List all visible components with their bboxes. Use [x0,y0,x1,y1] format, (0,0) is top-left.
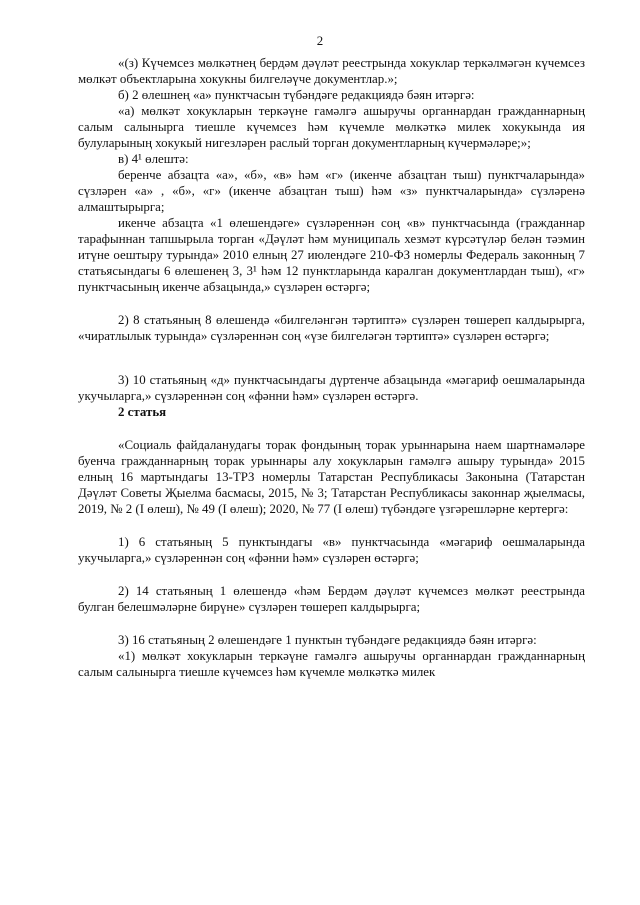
article-heading: 2 статья [118,405,167,419]
document-body [78,55,585,680]
paragraph: б) 2 өлешнең «а» пунктчасын түбәндәге редакциядә бәян итәргә: [118,88,475,102]
paragraph: в) 4¹ өлештә: [118,152,189,166]
paragraph: «1) мөлкәт хокукларын теркәүне гамәлгә ашыручы органнардан гражданнарның салым салынырга тиешле күчемсез һәм күчемле мөлкәткә милек [78,649,585,679]
paragraph: беренче абзацта «а», «б», «в» һәм «г» (икенче абзацтан тыш) пунктчаларында» сүзләрен «а» , «б», «г» (икенче абзацтан тыш) һәм «з» пунктчаларында» сүзләренә алмаштырырга; [78,168,585,214]
paragraph: 1) 6 статьяның 5 пунктындагы «в» пунктчасында «мәгариф оешмаларында укучыларга,» сүзләреннән соң «фәнни һәм» сүзләрен өстәргә; [78,535,585,565]
paragraph: 3) 16 статьяның 2 өлешендәге 1 пунктын түбәндәге редакциядә бәян итәргә: [118,633,537,647]
paragraph: «(з) Күчемсез мөлкәтнең бердәм дәүләт реестрында хокуклар теркәлмәгән күчемсез мөлкәт объектларына хокукны билгеләүче документлар.»; [78,56,585,86]
paragraph: икенче абзацта «1 өлешендәге» сүзләреннән соң «в» пунктчасында (гражданнар тарафыннан тапшырыла торган «Дәүләт һәм муниципаль хезмәт күрсәтүләр белән тәэмин итүне оештыру турында» 2010 елның 27 июлендәге 210-ФЗ номерлы Федераль законның 7 статьясындагы 6 өлешенең 3, 3¹ һәм 12 пунктларында каралган документлардан тыш), «г» пунктчасының икенче абзацында,» сүзләрен өстәргә; [78,216,585,294]
paragraph: «а) мөлкәт хокукларын теркәүне гамәлгә ашыручы органнардан гражданнарның салым салынырга тиешле күчемсез һәм күчемле мөлкәткә милек хокукында ия булуларының хокукый нигезләрен раслый торган документларның күчермәләре;»; [78,104,585,150]
paragraph: 3) 10 статьяның «д» пунктчасындагы дүртенче абзацында «мәгариф оешмаларында укучыларга,» сүзләреннән соң «фәнни һәм» сүзләрен өстәргә. [78,373,585,403]
paragraph: 2) 14 статьяның 1 өлешендә «һәм Бердәм дәүләт күчемсез мөлкәт реестрында булган белешмәләрне бирүне» сүзләрен төшереп калдырырга; [78,584,585,614]
paragraph: «Социаль файдаланудагы торак фондының торак урыннарына наем шартнамәләре буенча гражданнарның торак урыннары алу хокукларын гамәлгә ашыру турында» 2015 елның 16 мартындагы 13-ТРЗ номерлы Татарстан Республикасы Законына (Татарстан Дәүләт Советы Җыелма басмасы, 2015, № 3; Татарстан Республикасы законнар җыелмасы, 2019, № 2 (I өлеш), № 49 (I өлеш); 2020, № 77 (I өлеш) түбәндәге үзгәрешләрне кертергә: [78,438,585,516]
page-number: 2 [316,34,324,48]
paragraph: 2) 8 статьяның 8 өлешендә «билгеләнгән тәртиптә» сүзләрен төшереп калдырырга, «чиратлылык турында» сүзләреннән соң «үзе билгеләгән тәртиптә» сүзләрен өстәргә; [78,313,585,343]
